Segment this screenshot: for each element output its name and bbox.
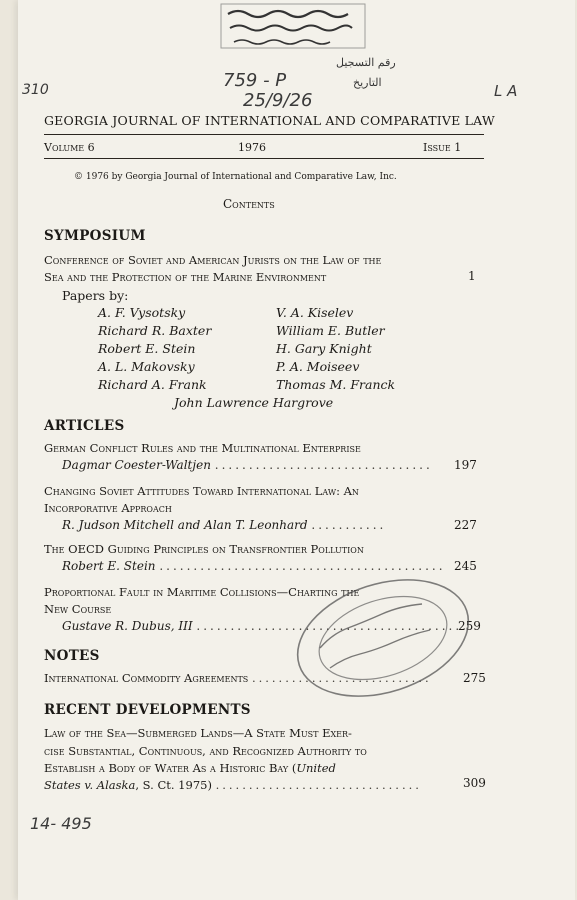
recent-item-line-3-text: Establish a Body of Water As a Historic Bay ( (44, 761, 297, 775)
library-stamp-icon (218, 0, 368, 52)
author-left-3: Robert E. Stein (98, 341, 196, 356)
papers-by-label: Papers by: (62, 288, 129, 303)
article-2-author: R. Judson Mitchell and Alan T. Leonhard (62, 518, 308, 532)
journal-title: GEORGIA JOURNAL OF INTERNATIONAL AND COMPARATIVE LAW (44, 113, 495, 128)
author-right-3: H. Gary Knight (276, 341, 372, 356)
recent-developments-heading: RECENT DEVELOPMENTS (44, 702, 251, 718)
notes-item-page: 275 (463, 671, 486, 685)
article-4-title-line-1: Proportional Fault in Maritime Collisions—Charting the (44, 585, 360, 599)
journal-page (18, 0, 575, 900)
symposium-title-line-1: Conference of Soviet and American Jurists on the Law of the (44, 253, 382, 267)
article-2-title-line-2: Incorporative Approach (44, 501, 172, 515)
handwritten-registration-number: 759 - P (223, 70, 287, 91)
symposium-heading: SYMPOSIUM (44, 228, 146, 244)
handwritten-call-number: 14- 495 (30, 814, 92, 833)
article-2-title-line-1: Changing Soviet Attitudes Toward International Law: An (44, 484, 359, 498)
notes-item-title: International Commodity Agreements (44, 671, 249, 685)
article-2-page: 227 (454, 518, 477, 532)
author-left-4: A. L. Makovsky (98, 359, 195, 374)
volume-number: Volume 6 (44, 141, 95, 154)
article-3-page: 245 (454, 559, 477, 573)
author-right-4: P. A. Moiseev (276, 359, 360, 374)
author-right-5: Thomas M. Franck (276, 377, 396, 392)
notes-heading: NOTES (44, 648, 100, 664)
leader-dots: ............................... (215, 778, 422, 792)
article-2-author-line (62, 518, 386, 532)
stamp-date-label: التاريخ (353, 76, 382, 89)
recent-item-case-name-end: States v. Alaska (44, 778, 136, 792)
article-4-author: Gustave R. Dubus, III (62, 619, 193, 633)
article-4-page: 259 (458, 619, 481, 633)
author-left-5: Richard A. Frank (98, 377, 207, 392)
author-left-2: Richard R. Baxter (98, 323, 212, 338)
contents-heading: Contents (223, 197, 275, 211)
recent-item-line-1: Law of the Sea—Submerged Lands—A State Must Exer- (44, 726, 352, 740)
article-3-author-line (62, 559, 446, 573)
article-3-author: Robert E. Stein (62, 559, 156, 573)
article-1-author-line (62, 458, 433, 472)
author-right-1: V. A. Kiselev (276, 305, 354, 320)
symposium-title-line-2: Sea and the Protection of the Marine Environment (44, 270, 327, 284)
recent-item-case-name-start: United (296, 761, 336, 775)
author-left-1: A. F. Vysotsky (98, 305, 186, 320)
leader-dots: ........................... (251, 671, 432, 685)
symposium-page-number: 1 (468, 269, 476, 283)
article-1-author: Dagmar Coester-Waltjen (62, 458, 211, 472)
copyright-notice: © 1976 by Georgia Journal of International and Comparative Law, Inc. (74, 172, 397, 182)
leader-dots: .......................................... (159, 559, 446, 573)
handwritten-number-310: 310 (22, 82, 49, 98)
leader-dots: ........... (311, 518, 387, 532)
author-centered: John Lawrence Hargrove (174, 395, 334, 410)
articles-heading: ARTICLES (44, 418, 125, 434)
article-4-title-line-2: New Course (44, 602, 112, 616)
leader-dots: ....................................... (196, 619, 463, 633)
header-rule-top (44, 134, 484, 135)
article-1-title: German Conflict Rules and the Multinational Enterprise (44, 441, 361, 455)
publication-year: 1976 (238, 141, 266, 154)
issue-number: Issue 1 (423, 141, 462, 154)
handwritten-registration-date: 25/9/26 (243, 90, 313, 111)
handwritten-initials: L A (494, 82, 518, 100)
article-3-title: The OECD Guiding Principles on Transfrontier Pollution (44, 542, 364, 556)
header-rule-bottom (44, 158, 484, 159)
recent-item-line-3 (44, 761, 336, 775)
author-right-2: William E. Butler (276, 323, 385, 338)
leader-dots: ................................ (214, 458, 433, 472)
recent-item-citation: , S. Ct. 1975) (135, 778, 212, 792)
recent-item-page: 309 (463, 776, 486, 790)
article-1-page: 197 (454, 458, 477, 472)
circular-library-stamp-icon (290, 578, 476, 698)
recent-item-line-2: cise Substantial, Continuous, and Recognized Authority to (44, 744, 367, 758)
stamp-registration-label: رقم التسجيل (336, 56, 396, 69)
recent-item-line-4 (44, 778, 422, 792)
